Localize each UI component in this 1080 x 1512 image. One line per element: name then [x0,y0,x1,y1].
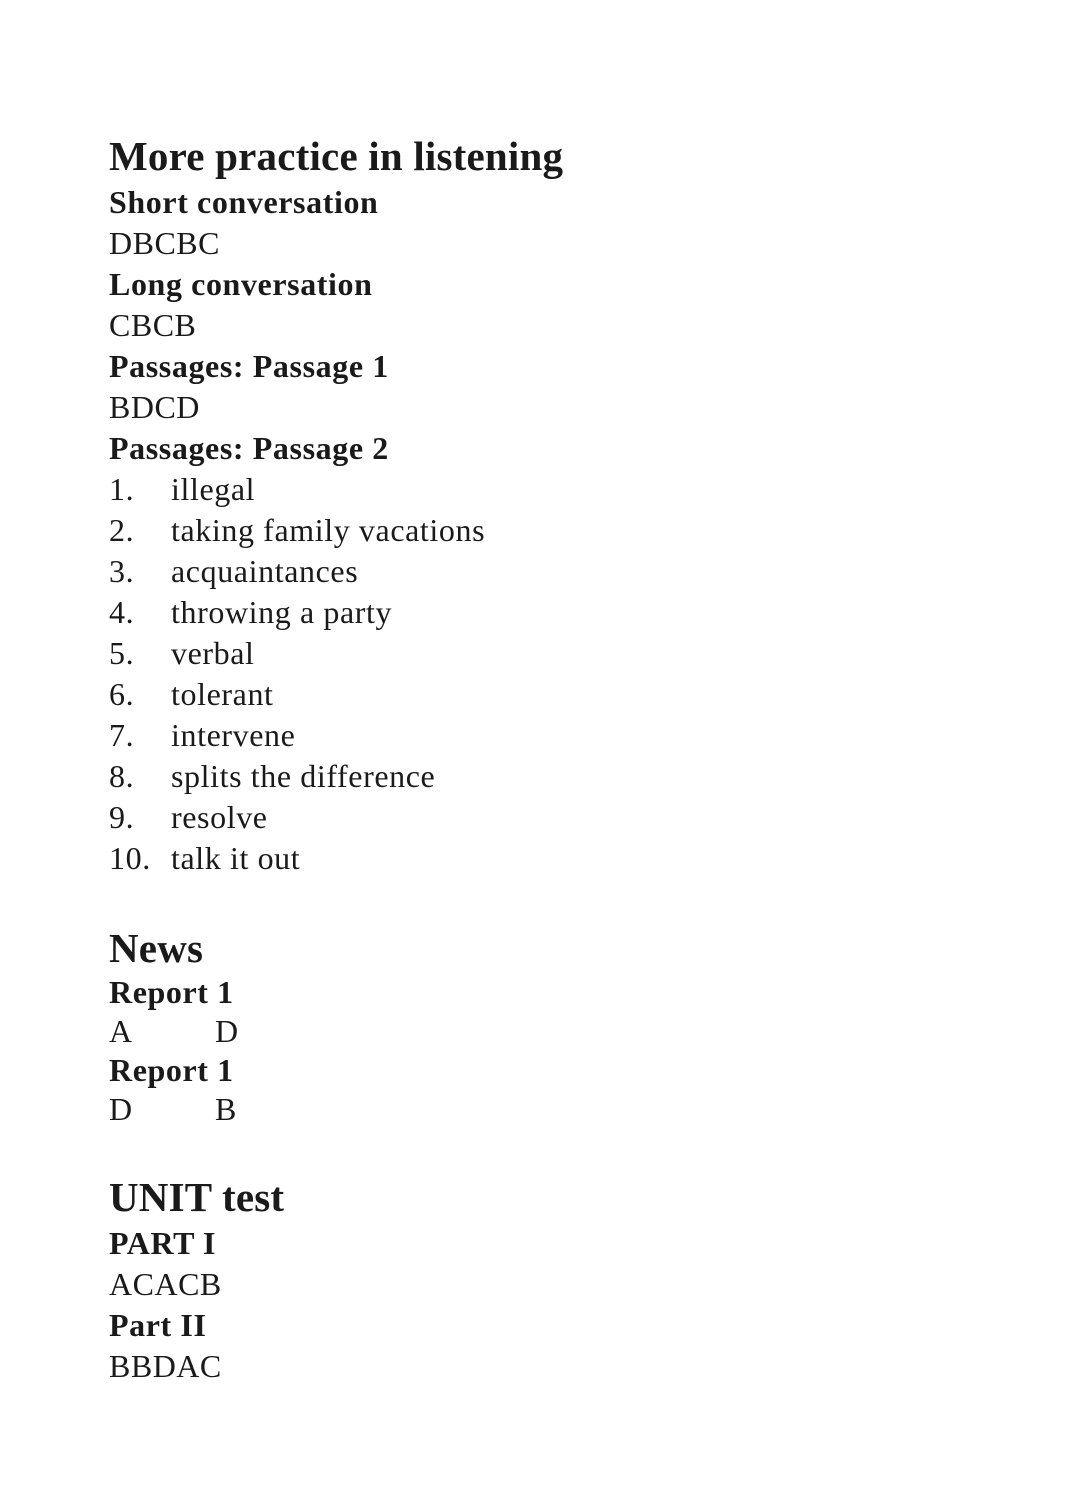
long-conversation-heading: Long conversation [109,266,373,302]
passage-1-heading: Passages: Passage 1 [109,348,389,384]
part-1-heading: PART I [109,1225,217,1261]
list-item [109,838,1009,879]
report-2-answers [109,1090,1009,1129]
item-answer: tolerant [171,676,274,712]
answer-letter: D [215,1013,239,1049]
item-answer: verbal [171,635,255,671]
list-item [109,756,1009,797]
long-conversation-answers: CBCB [109,307,197,343]
news-title: News [109,925,204,971]
item-number: 7. [109,717,135,753]
section-spacer [109,879,1009,923]
item-answer: throwing a party [171,594,393,630]
item-answer: acquaintances [171,553,359,589]
item-number: 5. [109,635,135,671]
answer-letter: D [109,1091,133,1127]
part-2-heading: Part II [109,1307,207,1343]
item-number: 6. [109,676,135,712]
list-item [109,715,1009,756]
part-1-answers: ACACB [109,1266,222,1302]
list-item [109,510,1009,551]
item-number: 2. [109,512,135,548]
passage-2-answer-list [109,469,1009,879]
list-item [109,551,1009,592]
item-answer: taking family vacations [171,512,486,548]
list-item [109,633,1009,674]
item-number: 3. [109,553,135,589]
list-item [109,797,1009,838]
report-2-heading: Report 1 [109,1052,234,1088]
list-item [109,674,1009,715]
news-section [109,923,1009,1129]
list-item [109,592,1009,633]
report-1-heading: Report 1 [109,974,234,1010]
listening-section [109,130,1009,879]
item-answer: splits the difference [171,758,436,794]
answer-key-page [109,130,1009,1387]
passage-1-answers: BDCD [109,389,200,425]
item-answer: talk it out [171,840,301,876]
item-answer: resolve [171,799,268,835]
answer-letter: B [215,1091,237,1127]
section-spacer [109,1129,1009,1171]
item-number: 1. [109,471,135,507]
listening-title: More practice in listening [109,133,564,179]
item-number: 4. [109,594,135,630]
unit-test-title: UNIT test [109,1174,285,1220]
item-number: 8. [109,758,135,794]
short-conversation-answers: DBCBC [109,225,220,261]
item-answer: illegal [171,471,256,507]
report-1-answers [109,1012,1009,1051]
item-answer: intervene [171,717,296,753]
answer-letter: A [109,1013,133,1049]
item-number: 9. [109,799,135,835]
unit-test-section [109,1171,1009,1387]
part-2-answers: BBDAC [109,1348,222,1384]
short-conversation-heading: Short conversation [109,184,379,220]
item-number: 10. [109,840,151,876]
list-item [109,469,1009,510]
passage-2-heading: Passages: Passage 2 [109,430,389,466]
